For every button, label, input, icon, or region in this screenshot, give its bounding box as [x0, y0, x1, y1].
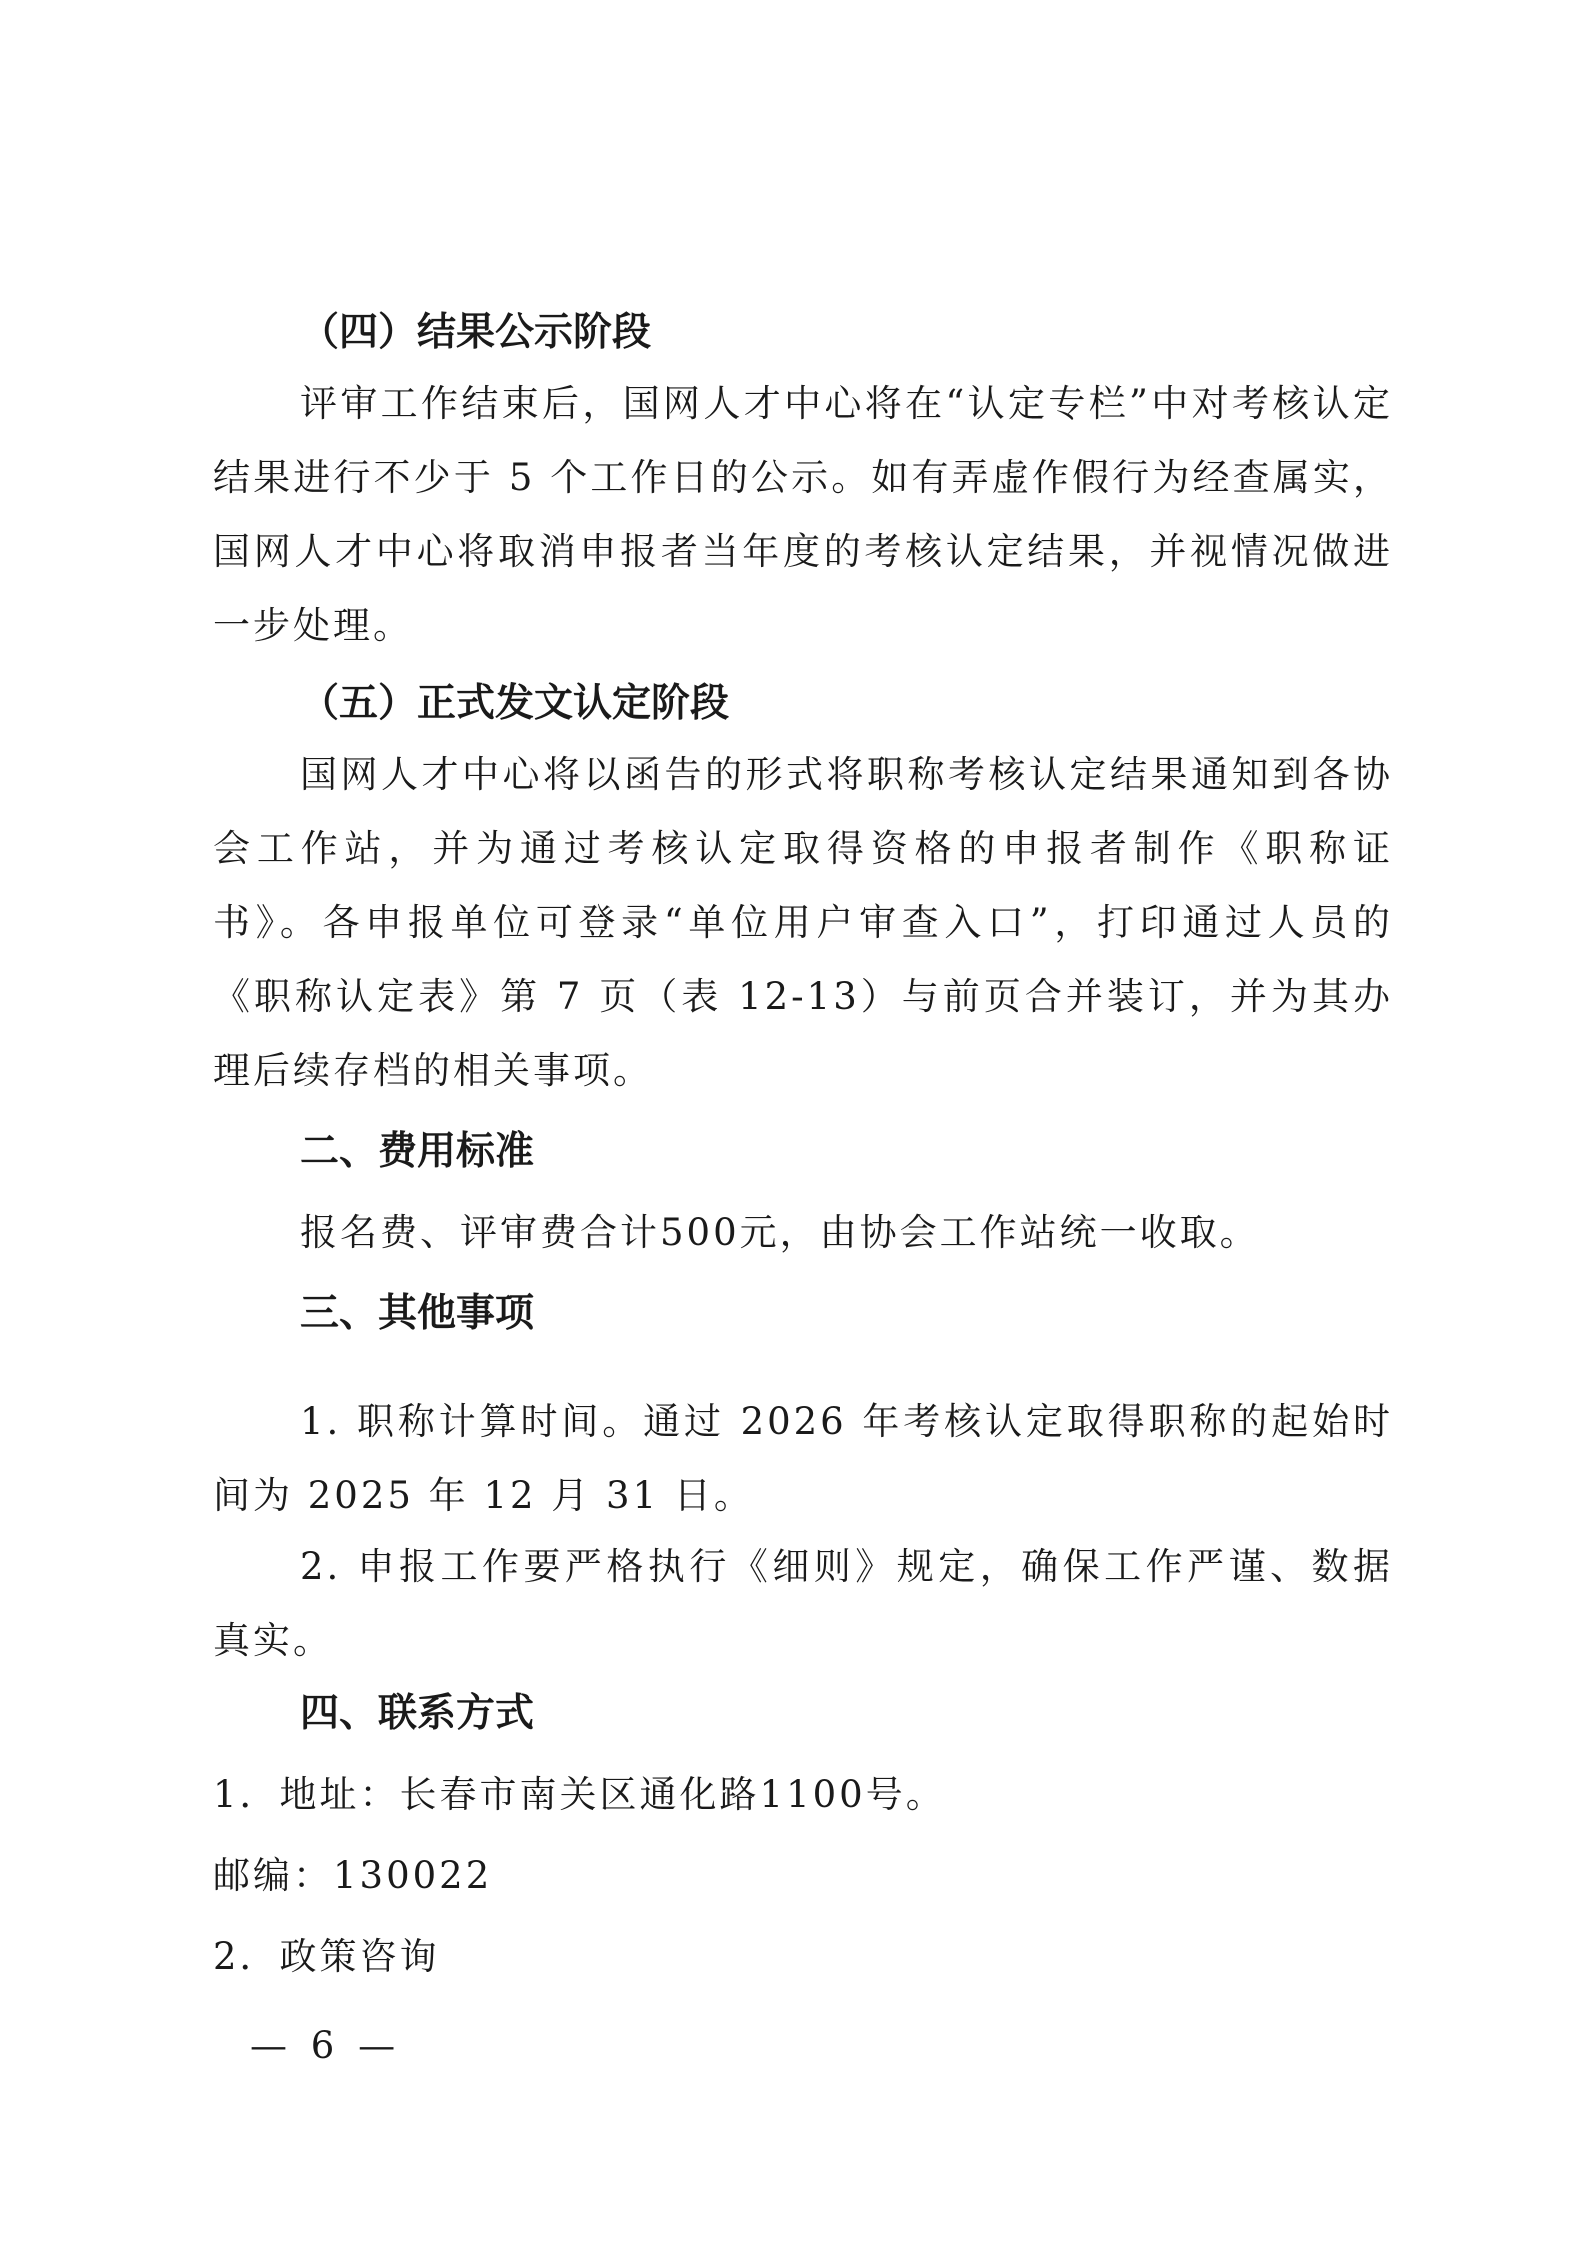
other-matters-heading: 三、其他事项 — [300, 1291, 535, 1336]
contact-address: 1．地址：长春市南关区通化路1100号。 — [213, 1773, 946, 1816]
section-5-heading: （五）正式发文认定阶段 — [300, 681, 730, 726]
section-4-heading: （四）结果公示阶段 — [300, 310, 652, 355]
contact-heading: 四、联系方式 — [300, 1691, 535, 1736]
contact-policy: 2．政策咨询 — [213, 1935, 440, 1978]
section-5-body: 国网人才中心将以函告的形式将职称考核认定结果通知到各协会工作站，并为通过考核认定取得资格的申报者制作《职称证书》。各申报单位可登录“单位用户审查入口”，打印通过人员的《职称认定表》第 7 页（表 12-13）与前页合并装订，并为其办理后续存档的相关事项。 — [213, 753, 1393, 1092]
fees-body: 报名费、评审费合计500元，由协会工作站统一收取。 — [300, 1211, 1260, 1254]
contact-postcode: 邮编：130022 — [213, 1854, 493, 1897]
fees-heading: 二、费用标准 — [300, 1129, 535, 1174]
other-item-2: 2. 申报工作要严格执行《细则》规定，确保工作严谨、数据真实。 — [213, 1545, 1393, 1662]
page-number: — 6 — — [250, 2024, 402, 2067]
section-4-body: 评审工作结束后，国网人才中心将在“认定专栏”中对考核认定结果进行不少于 5 个工作日的公示。如有弄虚作假行为经查属实，国网人才中心将取消申报者当年度的考核认定结果，并视情况做进一步处理。 — [213, 382, 1393, 647]
other-item-1: 1. 职称计算时间。通过 2026 年考核认定取得职称的起始时间为 2025 年 12 月 31 日。 — [213, 1400, 1393, 1517]
